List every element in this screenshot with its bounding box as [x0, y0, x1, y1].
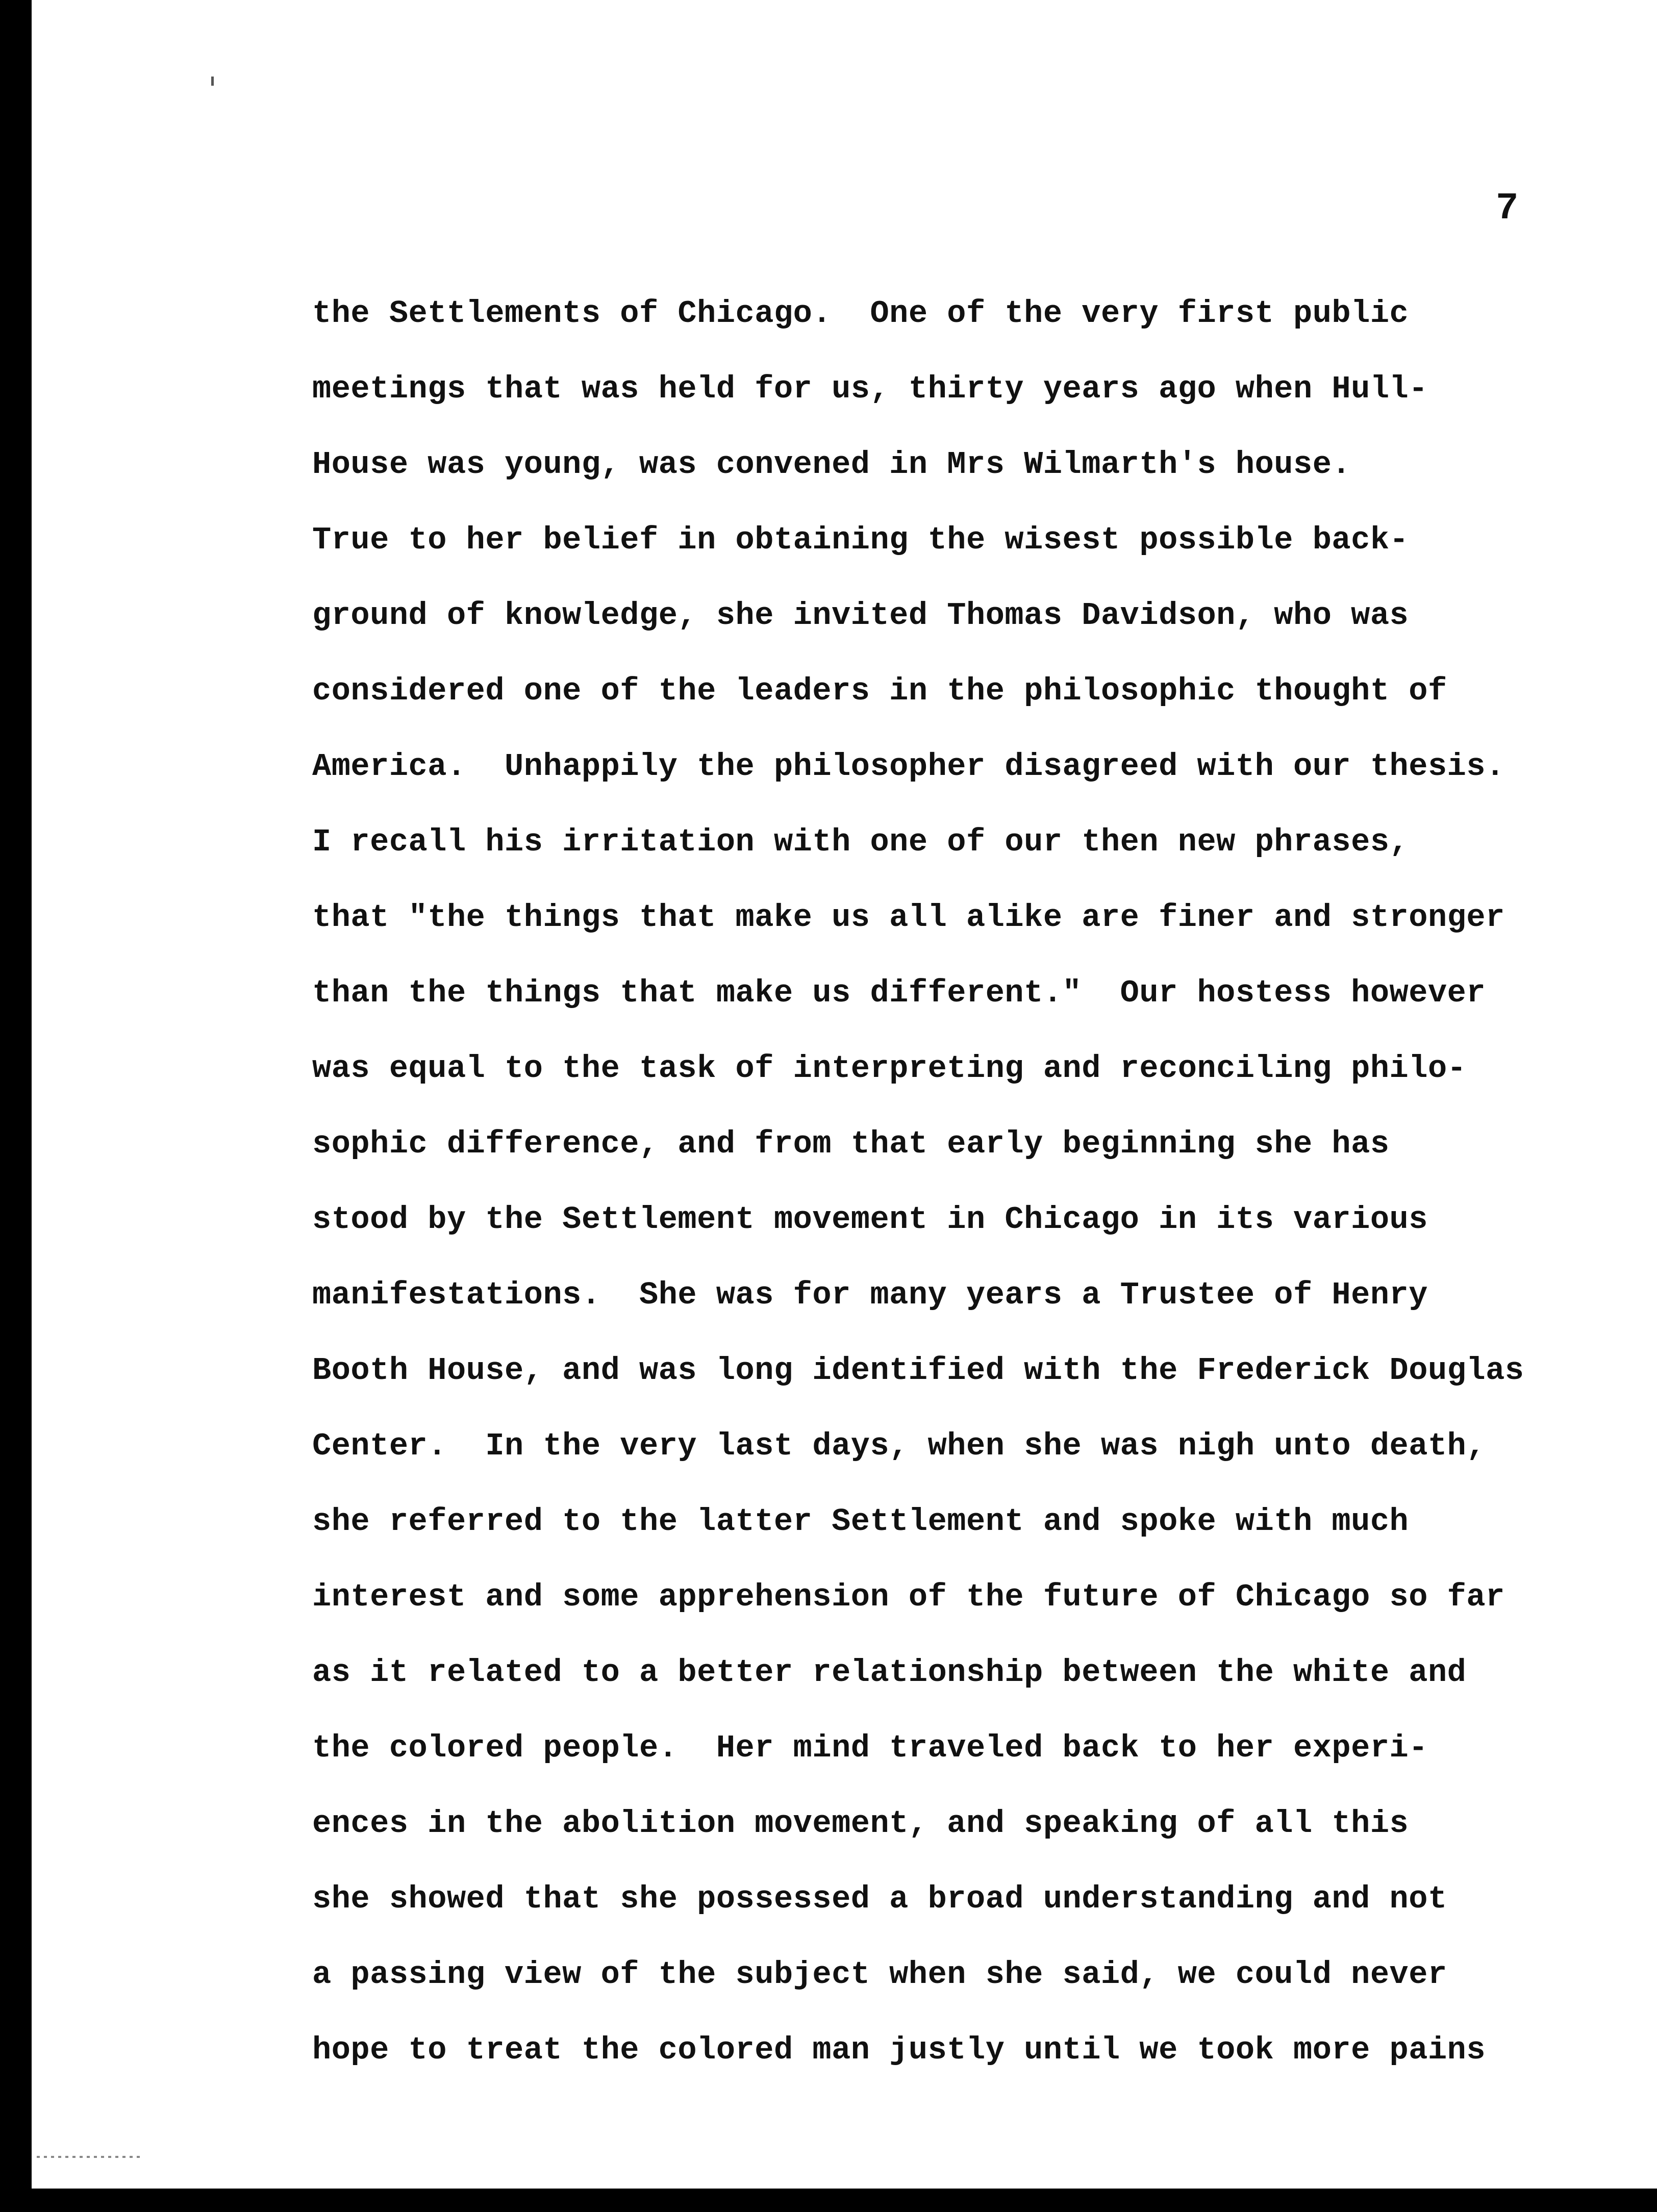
text-line: manifestations. She was for many years a Trustee of Henry	[312, 1277, 1428, 1313]
text-line: as it related to a better relationship between the white and	[312, 1654, 1467, 1691]
text-line: True to her belief in obtaining the wisest possible back-	[312, 522, 1409, 558]
text-line: I recall his irritation with one of our then new phrases,	[312, 824, 1409, 860]
text-line: was equal to the task of interpreting and reconciling philo-	[312, 1050, 1467, 1087]
typed-body-text	[312, 296, 1557, 2108]
text-line: the colored people. Her mind traveled back to her experi-	[312, 1730, 1428, 1766]
text-line: America. Unhappily the philosopher disagreed with our thesis.	[312, 748, 1505, 785]
text-line: stood by the Settlement movement in Chicago in its various	[312, 1201, 1428, 1238]
text-line: the Settlements of Chicago. One of the very first public	[312, 295, 1409, 332]
text-line: House was young, was convened in Mrs Wilmarth's house.	[312, 446, 1351, 483]
text-line: that "the things that make us all alike are finer and stronger	[312, 899, 1505, 936]
text-line: than the things that make us different." Our hostess however	[312, 975, 1486, 1011]
text-line: considered one of the leaders in the philosophic thought of	[312, 673, 1447, 709]
text-line: hope to treat the colored man justly until we took more pains	[312, 2032, 1486, 2068]
scan-speck	[211, 77, 214, 86]
text-line: ences in the abolition movement, and speaking of all this	[312, 1805, 1409, 1842]
text-line: Booth House, and was long identified with the Frederick Douglas	[312, 1352, 1524, 1389]
text-line: meetings that was held for us, thirty years ago when Hull-	[312, 371, 1428, 407]
text-line: sophic difference, and from that early beginning she has	[312, 1126, 1390, 1162]
page-number: 7	[1496, 187, 1519, 230]
text-line: she referred to the latter Settlement and spoke with much	[312, 1503, 1409, 1540]
text-line: she showed that she possessed a broad understanding and not	[312, 1881, 1447, 1917]
text-line: Center. In the very last days, when she was nigh unto death,	[312, 1428, 1486, 1464]
text-line: a passing view of the subject when she said, we could never	[312, 1956, 1447, 1993]
scan-dotted-mark	[37, 2156, 144, 2158]
text-line: ground of knowledge, she invited Thomas Davidson, who was	[312, 597, 1409, 634]
text-line: interest and some apprehension of the future of Chicago so far	[312, 1579, 1505, 1615]
